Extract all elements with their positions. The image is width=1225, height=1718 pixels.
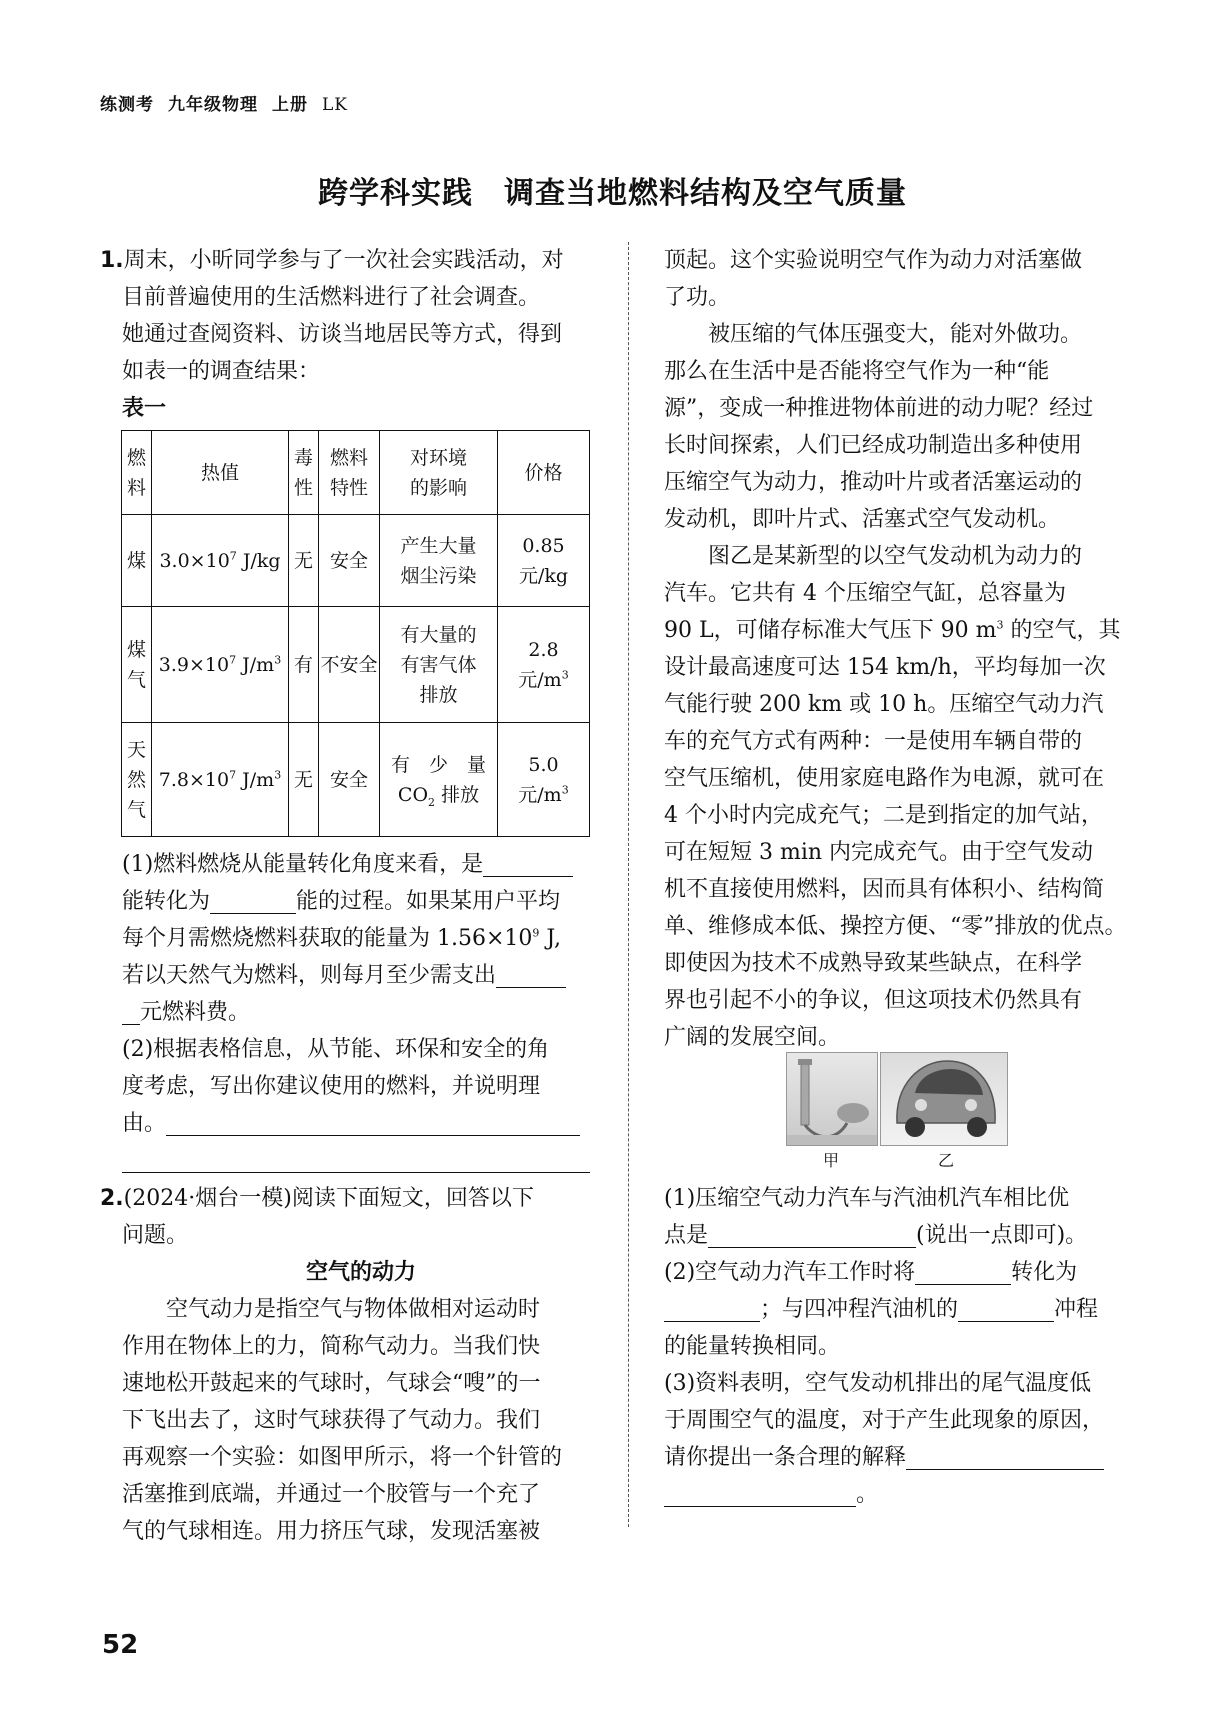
article-line: 作用在物体上的力，简称气动力。当我们快 xyxy=(122,1334,541,1359)
article-line: 长时间探索，人们已经成功制造出多种使用 xyxy=(664,433,1083,458)
article-line: 车的充气方式有两种：一是使用车辆自带的 xyxy=(664,729,1083,754)
q2-number: 2. xyxy=(100,1186,124,1211)
figure-label-yi: 乙 xyxy=(938,1151,955,1170)
article-line: 设计最高速度可达 154 km/h，平均每加一次 xyxy=(664,655,1106,680)
article-line: 即使因为技术不成熟导致某些缺点，在科学 xyxy=(664,951,1083,976)
answer-blank[interactable] xyxy=(483,850,573,877)
article-title: 空气的动力 xyxy=(305,1260,416,1285)
subject: 九年级物理 xyxy=(168,95,258,115)
answer-blank[interactable] xyxy=(496,961,566,988)
article-line: 速地松开鼓起来的气球时，气球会“嗖”的一 xyxy=(122,1371,541,1396)
article-line: 空气压缩机，使用家庭电路作为电源，就可在 xyxy=(664,766,1105,791)
cell-heat: $3.0\times 10^7$ J/kg xyxy=(152,515,289,607)
article-line: 气的气球相连。用力挤压气球，发现活塞被 xyxy=(122,1519,541,1544)
article-line: 活塞推到底端，并通过一个胶管与一个充了 xyxy=(122,1482,541,1507)
cell-fuel: 天然气 xyxy=(122,723,152,837)
article-line: 顶起。这个实验说明空气作为动力对活塞做 xyxy=(664,248,1083,273)
page-number: 52 xyxy=(102,1630,139,1660)
cell-toxicity: 无 xyxy=(289,723,319,837)
article-line: 源”，变成一种推进物体前进的动力呢？经过 xyxy=(664,396,1094,421)
q2-sub2-text: 的能量转换相同。 xyxy=(664,1334,841,1359)
answer-blank[interactable] xyxy=(210,887,296,914)
answer-blank[interactable] xyxy=(664,1295,760,1322)
q1-sub2-text: 由。 xyxy=(122,1111,167,1136)
q1-sub2-text: 度考虑，写出你建议使用的燃料，并说明理 xyxy=(122,1074,541,1099)
table-label: 表一 xyxy=(122,396,167,421)
cell-price: 5.0 元$/m^3$ xyxy=(498,723,590,837)
q2-sub1-text: 点是 xyxy=(664,1223,709,1248)
q1-line: 她通过查阅资料、访谈当地居民等方式，得到 xyxy=(122,322,563,347)
q2-intro: (2024·烟台一模)阅读下面短文，回答以下 xyxy=(123,1186,534,1211)
article-line: 界也引起不小的争议，但这项技术仍然具有 xyxy=(664,988,1083,1013)
q1-sub1-text: 每个月需燃烧燃料获取的能量为 1.56×10 xyxy=(122,926,533,951)
th-env: 对环境的影响 xyxy=(380,431,498,515)
q1-sub1-text: 元燃料费。 xyxy=(140,1000,251,1025)
q2-subquestions xyxy=(664,1180,1134,1513)
article-line: 机不直接使用燃料，因而具有体积小、结构简 xyxy=(664,877,1105,902)
answer-blank[interactable] xyxy=(958,1295,1054,1322)
page-title: 跨学科实践 调查当地燃料结构及空气质量 xyxy=(318,176,907,211)
column-divider xyxy=(628,242,629,1527)
q2-sub2-text: (2)空气动力汽车工作时将 xyxy=(664,1260,916,1285)
air-car-photo-icon xyxy=(881,1053,1007,1145)
cell-fuel: 煤气 xyxy=(122,607,152,723)
th-price: 价格 xyxy=(498,431,590,515)
cell-env: 产生大量烟尘污染 xyxy=(380,515,498,607)
q2-intro: 问题。 xyxy=(122,1223,189,1248)
q2-sub3-text: 于周围空气的温度，对于产生此现象的原因， xyxy=(664,1408,1105,1433)
q1-sub1-text: J, xyxy=(539,926,561,951)
table-header-row xyxy=(122,431,590,515)
fuel-table xyxy=(121,430,590,837)
answer-blank[interactable] xyxy=(915,1258,1011,1285)
q1-line: 目前普遍使用的生活燃料进行了社会调查。 xyxy=(122,285,541,310)
table-row xyxy=(122,607,590,723)
article-line: 单、维修成本低、操控方便、“零”排放的优点。 xyxy=(664,914,1127,939)
q2-sub2-text: 转化为 xyxy=(1011,1260,1078,1285)
answer-blank[interactable] xyxy=(122,1146,590,1173)
q1-intro xyxy=(100,242,600,427)
th-fuel: 燃料 xyxy=(122,431,152,515)
cell-heat: $7.8\times 10^7$ $J/m^3$ xyxy=(152,723,289,837)
cell-property: 安全 xyxy=(319,723,380,837)
article-line: 广阔的发展空间。 xyxy=(664,1025,841,1050)
article-line: 图乙是某新型的以空气发动机为动力的 xyxy=(708,544,1083,569)
cell-price: 2.8 元$/m^3$ xyxy=(498,607,590,723)
article-line: 压缩空气为动力，推动叶片或者活塞运动的 xyxy=(664,470,1083,495)
q1-sub1-text: 能的过程。如果某用户平均 xyxy=(296,889,561,914)
q1-sub1-text: (1)燃料燃烧从能量转化角度来看，是 xyxy=(122,852,484,877)
q1-line: 如表一的调查结果： xyxy=(122,359,321,384)
article-line: 了功。 xyxy=(664,285,731,310)
cell-property: 安全 xyxy=(319,515,380,607)
figure-label-jia: 甲 xyxy=(823,1151,840,1170)
cell-env: 有 少 量 $CO_2$ 排放 xyxy=(380,723,498,837)
q2-sub2-text: ；与四冲程汽油机的 xyxy=(760,1297,959,1322)
article-line: 可在短短 3 min 内完成充气。由于空气发动 xyxy=(664,840,1094,865)
figure-jia-syringe xyxy=(786,1052,878,1146)
volume: 上册 xyxy=(272,95,308,115)
q2-sub3-text: 。 xyxy=(856,1482,879,1507)
article-line: 空气动力是指空气与物体做相对运动时 xyxy=(166,1297,541,1322)
q2-sub3-text: (3)资料表明，空气发动机排出的尾气温度低 xyxy=(664,1371,1092,1396)
article-line: 被压缩的气体压强变大，能对外做功。 xyxy=(708,322,1083,347)
q2-sub1-text: (说出一点即可)。 xyxy=(916,1223,1088,1248)
article-line: 发动机，即叶片式、活塞式空气发动机。 xyxy=(664,507,1061,532)
cell-toxicity: 无 xyxy=(289,515,319,607)
article-line: 汽车。它共有 4 个压缩空气缸，总容量为 xyxy=(664,581,1066,606)
edition: LK xyxy=(322,95,348,115)
article-line: 气能行驶 200 km 或 10 h。压缩空气动力汽 xyxy=(664,692,1104,717)
q1-sub2-text: (2)根据表格信息，从节能、环保和安全的角 xyxy=(122,1037,550,1062)
q1-sub1-text: 若以天然气为燃料，则每月至少需支出 xyxy=(122,963,497,988)
q2-left xyxy=(100,1180,600,1550)
article-line: 那么在生活中是否能将空气作为一种“能 xyxy=(664,359,1050,384)
brand: 练测考 xyxy=(100,95,154,115)
q2-sub1-text: (1)压缩空气动力汽车与汽油机汽车相比优 xyxy=(664,1186,1070,1211)
answer-blank[interactable] xyxy=(166,1109,580,1136)
q1-number: 1. xyxy=(100,248,124,273)
th-heat: 热值 xyxy=(152,431,289,515)
q2-right-article xyxy=(664,242,1134,1056)
q1-subquestions: (1)燃料燃烧从能量转化角度来看，是 能转化为 能的过程。如果某用户平均 每个月需燃烧燃料获取的能量为 $1.56\times 10^9$ J, 若以天然气为燃料，则每月至少需支出 元燃料费。 (2)根据表格信息，从节能、环保和安全的角 度考虑，写出你建议使用的燃料，并说明理 由。 xyxy=(122,846,600,1179)
cell-price: 0.85 元/kg xyxy=(498,515,590,607)
answer-blank[interactable] xyxy=(664,1480,856,1507)
answer-blank[interactable] xyxy=(906,1443,1104,1470)
cell-property: 不安全 xyxy=(319,607,380,723)
running-header xyxy=(100,90,362,115)
cell-env: 有大量的有害气体排放 xyxy=(380,607,498,723)
th-toxicity: 毒性 xyxy=(289,431,319,515)
figure-yi-air-car xyxy=(880,1052,1008,1146)
article-line: 90 L，可储存标准大气压下 90 $m^3$ 的空气，其 xyxy=(664,618,1121,643)
article-line: 再观察一个实验：如图甲所示，将一个针管的 xyxy=(122,1445,563,1470)
q1-line: 周末，小昕同学参与了一次社会实践活动，对 xyxy=(123,248,564,273)
th-property: 燃料特性 xyxy=(319,431,380,515)
cell-toxicity: 有 xyxy=(289,607,319,723)
table-row xyxy=(122,723,590,837)
table-row xyxy=(122,515,590,607)
answer-blank[interactable] xyxy=(708,1221,916,1248)
q2-sub3-text: 请你提出一条合理的解释 xyxy=(664,1445,907,1470)
syringe-photo-icon xyxy=(787,1053,877,1145)
answer-blank[interactable] xyxy=(122,998,140,1025)
cell-heat: $3.9\times 10^7$ $J/m^3$ xyxy=(152,607,289,723)
q1-sub1-text: 能转化为 xyxy=(122,889,211,914)
article-line: 下飞出去了，这时气球获得了气动力。我们 xyxy=(122,1408,541,1433)
q2-sub2-text: 冲程 xyxy=(1054,1297,1099,1322)
article-line: 4 个小时内完成充气；二是到指定的加气站， xyxy=(664,803,1103,828)
cell-fuel: 煤 xyxy=(122,515,152,607)
